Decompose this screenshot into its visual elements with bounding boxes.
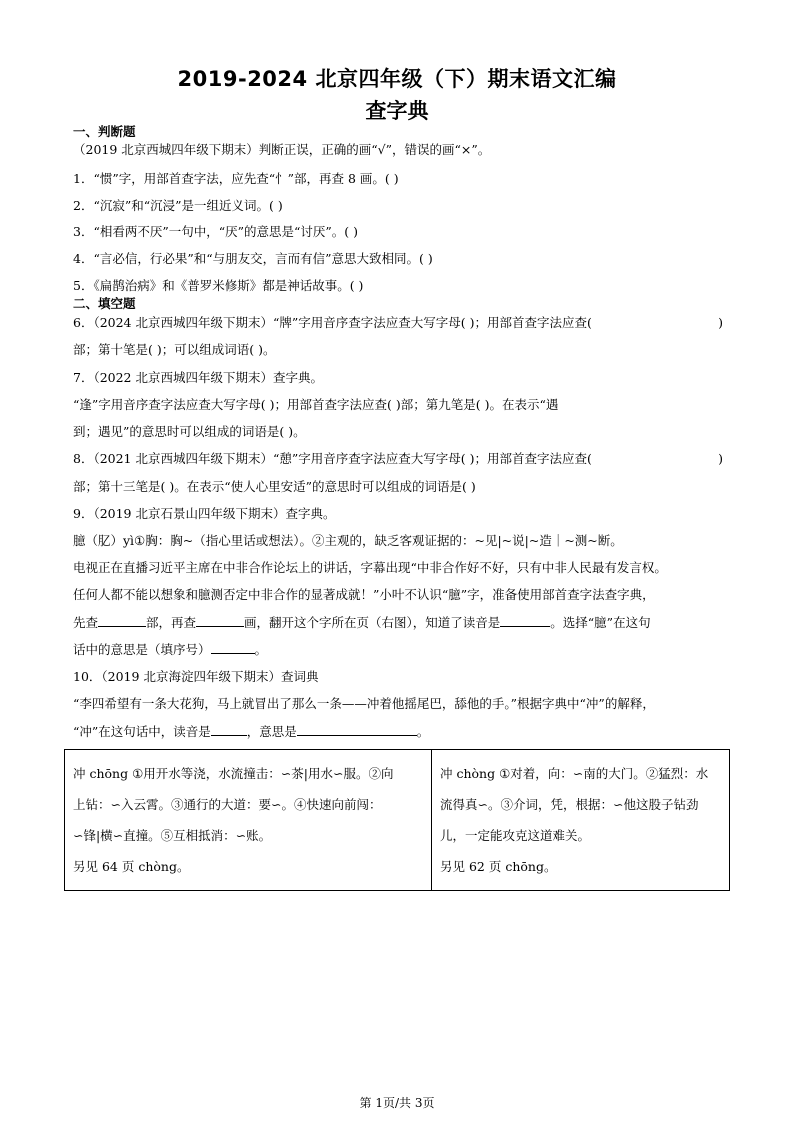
question-10-para1: “李四希望有一条大花狗，马上就冒出了那么一条——冲着他摇尾巴，舔他的手。”根据字典中“冲”的解释， [73, 696, 655, 711]
dict-line: 上钻：∽入云霄。③通行的大道：要∽。④快速向前闯： [73, 797, 382, 812]
question-7-line2: 到；遇见”的意思时可以组成的词语是( )。 [73, 424, 306, 439]
question-9-para1: 电视正在直播习近平主席在中非合作论坛上的讲话，字幕出现“中非合作好不好，只有中非人民最有发言权。 [73, 560, 667, 575]
dictionary-entry-chong4 [432, 750, 730, 891]
section1-intro: （2019 北京西城四年级下期末）判断正误，正确的画“√”，错误的画“×”。 [73, 142, 491, 157]
question-8-text: 8．（2021 北京西城四年级下期末）“憩”字用音序查字法应查大写字母( )；用部首查字法应查( [73, 451, 592, 466]
dictionary-table [64, 749, 730, 891]
question-3: 3．“相看两不厌”一句中，“厌”的意思是“讨厌”。( ) [73, 224, 359, 239]
question-9-para4 [73, 641, 733, 658]
dict-line: 冲 chōng ①用开水等浇，水流撞击：∽茶|用水∽服。②向 [73, 766, 394, 781]
section-heading-judgment: 一、判断题 [73, 124, 136, 139]
question-10-para2 [73, 723, 733, 740]
question-9-intro: 9．（2019 北京石景山四年级下期末）查字典。 [73, 506, 336, 521]
dict-line: 儿，一定能攻克这道难关。 [440, 828, 591, 843]
answer-blank[interactable] [196, 614, 244, 627]
q9-text-b: 部，再查 [146, 615, 197, 630]
q9-text-f: 。 [254, 642, 268, 657]
document-subtitle: 查字典 [365, 99, 429, 123]
answer-blank[interactable] [500, 614, 550, 627]
question-5: 5．《扁鹊治病》和《普罗米修斯》都是神话故事。( ) [73, 278, 364, 293]
question-10-intro: 10．（2019 北京海淀四年级下期末）查词典 [73, 669, 319, 684]
dict-line: 另见 64 页 chòng。 [73, 859, 190, 874]
q9-text-e: 话中的意思是（填序号） [73, 642, 211, 657]
q9-text-a: 先查 [73, 615, 99, 630]
question-2: 2．“沉寂”和“沉浸”是一组近义词。( ) [73, 198, 283, 213]
answer-blank[interactable] [297, 723, 417, 736]
answer-blank[interactable] [211, 641, 255, 654]
q9-text-d: 。选择“臆”在这句 [550, 615, 651, 630]
question-6-line2: 部；第十笔是( )；可以组成词语( )。 [73, 342, 276, 357]
dict-line: 冲 chòng ①对着，向：∽南的大门。②猛烈：水 [440, 766, 709, 781]
question-8-line1 [73, 451, 723, 467]
question-9-para3 [73, 614, 733, 631]
q10-text-a: “冲”在这句话中，读音是 [73, 724, 211, 739]
question-7-intro: 7．（2022 北京西城四年级下期末）查字典。 [73, 370, 323, 385]
dict-line: 流得真∽。③介词，凭，根据：∽他这股子钻劲 [440, 797, 699, 812]
question-4: 4．“言必信，行必果”和“与朋友交，言而有信”意思大致相同。( ) [73, 251, 433, 266]
question-8-line2: 部；第十三笔是( )。在表示“使人心里安适”的意思时可以组成的词语是( ) [73, 479, 476, 494]
dictionary-entry-chong1 [65, 750, 432, 891]
question-9-definition: 臆（肊）yì①胸：胸~（指心里话或想法）。②主观的，缺乏客观证据的：~见|~说|~造｜~测~断。 [73, 533, 623, 548]
section-heading-fill: 二、填空题 [73, 296, 136, 311]
dict-line: ∽锋|横∽直撞。⑤互相抵消：∽账。 [73, 828, 272, 843]
dict-line: 另见 62 页 chōng。 [440, 859, 557, 874]
q10-text-b: ，意思是 [246, 724, 297, 739]
document-title: 2019-2024 北京四年级（下）期末语文汇编 [177, 67, 617, 91]
question-6-line1 [73, 315, 723, 331]
question-6-text: 6．（2024 北京西城四年级下期末）“牌”字用音序查字法应查大写字母( )；用部首查字法应查( [73, 315, 592, 330]
page-footer: 第 1页/共 3页 [359, 1096, 435, 1110]
q9-text-c: 画，翻开这个字所在页（右图），知道了读音是 [244, 615, 501, 630]
answer-blank[interactable] [98, 614, 146, 627]
answer-blank[interactable] [211, 723, 247, 736]
q10-text-c: 。 [416, 724, 430, 739]
question-8-paren: ) [718, 451, 723, 466]
question-1: 1．“惯”字，用部首查字法，应先查“忄”部，再查 8 画。( ) [73, 171, 399, 186]
question-6-paren: ) [718, 315, 723, 330]
question-9-para2: 任何人都不能以想象和臆测否定中非合作的显著成就！”小叶不认识“臆”字，准备使用部首查字法查字典， [73, 587, 655, 602]
question-7-line1: “逢”字用音序查字法应查大写字母( )；用部首查字法应查( )部；第九笔是( )。在表示“遇 [73, 397, 559, 412]
